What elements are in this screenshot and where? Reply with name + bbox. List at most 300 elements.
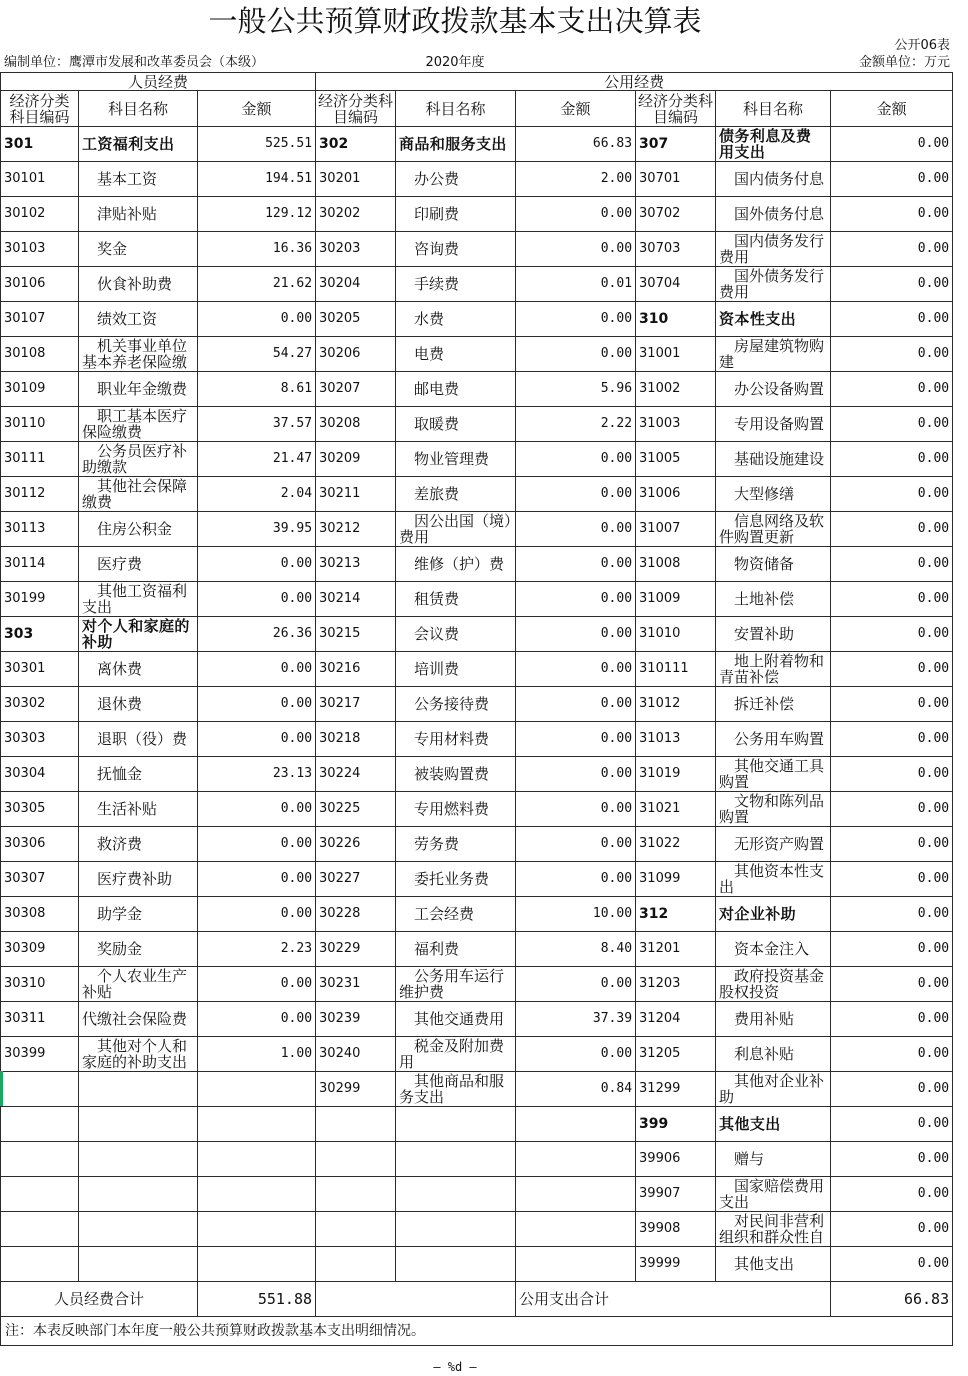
econ-code-cell: 30110 (1, 407, 79, 442)
table-row (1, 1212, 953, 1247)
subject-name-cell (716, 547, 831, 582)
amount-cell: 0.00 (831, 827, 953, 862)
column-header-amount: 金额 (198, 91, 316, 127)
table-row (1, 652, 953, 687)
subject-name-cell (396, 1177, 516, 1212)
subject-name-cell (79, 1247, 198, 1282)
amount-cell: 0.00 (831, 1142, 953, 1177)
amount-cell: 0.00 (516, 1037, 636, 1072)
subject-name-cell (396, 862, 516, 897)
subject-name: 公务用车运行维护费 (399, 968, 505, 1000)
amount-cell: 0.00 (516, 337, 636, 372)
econ-code-cell: 30228 (316, 897, 396, 932)
subject-name: 国内债务付息 (734, 171, 825, 187)
subject-name: 其他交通工具购置 (719, 758, 825, 790)
table-row (1, 897, 953, 932)
subject-name-cell (79, 722, 198, 757)
subject-name-cell (79, 967, 198, 1002)
table-row (1, 757, 953, 792)
econ-code-cell: 30113 (1, 512, 79, 547)
amount-cell: 0.00 (831, 1177, 953, 1212)
econ-code-cell: 31001 (636, 337, 716, 372)
econ-code-cell: 30704 (636, 267, 716, 302)
econ-code-cell: 30208 (316, 407, 396, 442)
subject-name-cell (396, 1247, 516, 1282)
econ-code-cell: 31204 (636, 1002, 716, 1037)
subject-name: 培训费 (414, 661, 460, 677)
subject-name-cell (716, 687, 831, 722)
subject-name: 救济费 (97, 836, 143, 852)
amount-cell: 0.00 (516, 792, 636, 827)
amount-cell: 0.00 (516, 757, 636, 792)
econ-code-cell: 30216 (316, 652, 396, 687)
subject-name-cell (79, 1142, 198, 1177)
subject-name: 资本性支出 (719, 311, 797, 327)
amount-cell: 0.00 (831, 232, 953, 267)
subject-name: 奖金 (97, 241, 128, 257)
table-row (1, 127, 953, 162)
econ-code-cell: 31299 (636, 1072, 716, 1107)
subject-name: 拆迁补偿 (734, 696, 795, 712)
table-row (1, 1072, 953, 1107)
amount-cell: 2.23 (198, 932, 316, 967)
econ-code-cell (316, 1107, 396, 1142)
table-row (1, 1002, 953, 1037)
subject-name: 其他工资福利支出 (82, 583, 188, 615)
subject-name: 取暖费 (414, 416, 460, 432)
amount-cell: 0.00 (516, 302, 636, 337)
subject-name-cell (716, 1177, 831, 1212)
subject-name-cell (396, 477, 516, 512)
econ-code-cell: 30302 (1, 687, 79, 722)
econ-code-cell: 30399 (1, 1037, 79, 1072)
subject-name-cell (79, 372, 198, 407)
subject-name-cell (716, 1107, 831, 1142)
subject-name: 政府投资基金股权投资 (719, 968, 825, 1000)
amount-cell: 0.00 (516, 862, 636, 897)
subject-name-cell (716, 582, 831, 617)
amount-cell: 10.00 (516, 897, 636, 932)
table-row (1, 1177, 953, 1212)
subject-name-cell (396, 722, 516, 757)
subject-name-cell (716, 862, 831, 897)
econ-code-cell: 30213 (316, 547, 396, 582)
subject-name-cell (716, 1247, 831, 1282)
subject-name-cell (79, 862, 198, 897)
econ-code-cell (1, 1142, 79, 1177)
subject-name-cell (79, 1107, 198, 1142)
subject-name: 工会经费 (414, 906, 475, 922)
amount-cell (516, 1142, 636, 1177)
amount-cell: 0.00 (831, 792, 953, 827)
econ-code-cell: 301 (1, 127, 79, 162)
subject-name: 基本工资 (97, 171, 158, 187)
subject-name-cell (79, 442, 198, 477)
econ-code-cell: 399 (636, 1107, 716, 1142)
econ-code-cell: 30102 (1, 197, 79, 232)
totals-row (1, 1282, 953, 1317)
subject-name-cell (396, 267, 516, 302)
subject-name: 对民间非营利组织和群众性自 (719, 1213, 825, 1245)
amount-cell: 0.00 (831, 757, 953, 792)
amount-cell (198, 1177, 316, 1212)
subject-name-cell (716, 267, 831, 302)
subject-name-cell (716, 967, 831, 1002)
econ-code-cell: 30303 (1, 722, 79, 757)
econ-code-cell: 31005 (636, 442, 716, 477)
subject-name-cell (79, 267, 198, 302)
subject-name-cell (396, 1142, 516, 1177)
amount-cell (198, 1072, 316, 1107)
econ-code-cell: 31201 (636, 932, 716, 967)
amount-cell: 1.00 (198, 1037, 316, 1072)
amount-cell: 0.00 (198, 897, 316, 932)
amount-cell: 0.00 (831, 1107, 953, 1142)
econ-code-cell: 30199 (1, 582, 79, 617)
subject-name-cell (79, 302, 198, 337)
amount-cell: 0.00 (831, 687, 953, 722)
subject-name-cell (79, 547, 198, 582)
econ-code-cell: 31002 (636, 372, 716, 407)
subject-name: 公务员医疗补助缴款 (82, 443, 188, 475)
econ-code-cell: 31006 (636, 477, 716, 512)
column-header-name: 科目名称 (716, 91, 831, 127)
subject-name: 其他资本性支出 (719, 863, 825, 895)
econ-code-cell: 310111 (636, 652, 716, 687)
econ-code-cell: 30207 (316, 372, 396, 407)
amount-cell: 0.00 (831, 617, 953, 652)
econ-code-cell: 30109 (1, 372, 79, 407)
subject-name-cell (79, 617, 198, 652)
fiscal-year: 2020年度 (425, 55, 485, 70)
amount-cell: 0.00 (831, 897, 953, 932)
subject-name-cell (396, 932, 516, 967)
subject-name: 其他支出 (734, 1256, 795, 1272)
econ-code-cell: 30309 (1, 932, 79, 967)
subject-name-cell (396, 442, 516, 477)
subject-name-cell (79, 1002, 198, 1037)
amount-cell: 0.00 (516, 652, 636, 687)
subject-name-cell (79, 477, 198, 512)
subject-name: 无形资产购置 (734, 836, 825, 852)
subject-name-cell (79, 162, 198, 197)
subject-name-cell (396, 127, 516, 162)
econ-code-cell: 303 (1, 617, 79, 652)
subject-name-cell (79, 1072, 198, 1107)
subject-name-cell (716, 792, 831, 827)
subject-name-cell (716, 617, 831, 652)
table-row (1, 512, 953, 547)
table-row (1, 1142, 953, 1177)
subject-name: 利息补贴 (734, 1046, 795, 1062)
subject-name: 机关事业单位基本养老保险缴 (82, 338, 188, 370)
subject-name: 奖励金 (97, 941, 143, 957)
subject-name: 公务用车购置 (734, 731, 825, 747)
column-header-code: 经济分类科目编码 (1, 91, 79, 127)
econ-code-cell: 31009 (636, 582, 716, 617)
subject-name-cell (716, 827, 831, 862)
econ-code-cell: 31099 (636, 862, 716, 897)
econ-code-cell: 30224 (316, 757, 396, 792)
econ-code-cell: 30301 (1, 652, 79, 687)
subject-name: 职工基本医疗保险缴费 (82, 408, 188, 440)
amount-cell: 0.00 (198, 302, 316, 337)
subject-name-cell (396, 967, 516, 1002)
subject-name-cell (396, 1107, 516, 1142)
subject-name: 商品和服务支出 (399, 136, 507, 152)
subject-name-cell (79, 897, 198, 932)
subject-name: 赠与 (734, 1151, 765, 1167)
subject-name: 助学金 (97, 906, 143, 922)
amount-cell: 0.00 (831, 722, 953, 757)
econ-code-cell: 30204 (316, 267, 396, 302)
table-row (1, 302, 953, 337)
amount-cell: 0.00 (198, 582, 316, 617)
subject-name-cell (716, 1072, 831, 1107)
subject-name-cell (396, 302, 516, 337)
subject-name-cell (716, 1212, 831, 1247)
amount-cell: 0.01 (516, 267, 636, 302)
econ-code-cell: 30205 (316, 302, 396, 337)
table-row (1, 197, 953, 232)
subject-name-cell (396, 1037, 516, 1072)
econ-code-cell: 30111 (1, 442, 79, 477)
subject-name: 咨询费 (414, 241, 460, 257)
subject-name: 国内债务发行费用 (719, 233, 825, 265)
subject-name-cell (79, 757, 198, 792)
subject-name: 电费 (414, 346, 445, 362)
amount-cell: 0.00 (831, 1037, 953, 1072)
subject-name: 房屋建筑物购建 (719, 338, 825, 370)
econ-code-cell: 30209 (316, 442, 396, 477)
personnel-total-label: 人员经费合计 (1, 1282, 198, 1317)
amount-cell: 0.00 (831, 512, 953, 547)
amount-cell: 0.00 (831, 932, 953, 967)
amount-cell: 0.00 (516, 197, 636, 232)
subject-name-cell (79, 652, 198, 687)
econ-code-cell: 30304 (1, 757, 79, 792)
econ-code-cell (1, 1072, 79, 1107)
econ-code-cell: 30217 (316, 687, 396, 722)
amount-cell: 0.00 (516, 232, 636, 267)
amount-cell: 0.00 (831, 372, 953, 407)
table-row (1, 547, 953, 582)
amount-cell: 0.00 (831, 1247, 953, 1282)
table-row (1, 582, 953, 617)
group-header-public: 公用经费 (316, 73, 953, 91)
amount-cell: 16.36 (198, 232, 316, 267)
econ-code-cell: 30240 (316, 1037, 396, 1072)
amount-cell: 23.13 (198, 757, 316, 792)
subject-name: 抚恤金 (97, 766, 143, 782)
subject-name: 职业年金缴费 (97, 381, 188, 397)
econ-code-cell: 30308 (1, 897, 79, 932)
econ-code-cell: 31205 (636, 1037, 716, 1072)
subject-name: 会议费 (414, 626, 460, 642)
amount-cell: 0.00 (198, 967, 316, 1002)
amount-cell: 0.00 (198, 652, 316, 687)
subject-name: 委托业务费 (414, 871, 490, 887)
group-header-personnel: 人员经费 (1, 73, 316, 91)
subject-name: 被装购置费 (414, 766, 490, 782)
econ-code-cell (1, 1107, 79, 1142)
subject-name-cell (716, 372, 831, 407)
amount-cell: 54.27 (198, 337, 316, 372)
amount-cell: 129.12 (198, 197, 316, 232)
econ-code-cell: 31203 (636, 967, 716, 1002)
subject-name: 津贴补贴 (97, 206, 158, 222)
econ-code-cell: 31003 (636, 407, 716, 442)
amount-cell: 0.00 (198, 547, 316, 582)
econ-code-cell: 312 (636, 897, 716, 932)
table-row (1, 372, 953, 407)
econ-code-cell: 30307 (1, 862, 79, 897)
table-row (1, 687, 953, 722)
amount-cell: 0.00 (831, 337, 953, 372)
econ-code-cell: 39908 (636, 1212, 716, 1247)
econ-code-cell (1, 1247, 79, 1282)
subject-name-cell (396, 827, 516, 862)
subject-name-cell (716, 302, 831, 337)
subject-name-cell (716, 897, 831, 932)
subject-name-cell (396, 337, 516, 372)
amount-cell (516, 1247, 636, 1282)
amount-cell: 2.00 (516, 162, 636, 197)
subject-name: 其他对个人和家庭的补助支出 (82, 1038, 188, 1070)
subject-name: 离休费 (97, 661, 143, 677)
amount-cell: 2.22 (516, 407, 636, 442)
amount-cell: 0.00 (198, 722, 316, 757)
subject-name: 地上附着物和青苗补偿 (719, 653, 825, 685)
amount-cell: 0.00 (198, 1002, 316, 1037)
amount-cell: 37.39 (516, 1002, 636, 1037)
econ-code-cell: 30106 (1, 267, 79, 302)
subject-name-cell (716, 512, 831, 547)
econ-code-cell: 30203 (316, 232, 396, 267)
subject-name: 资本金注入 (734, 941, 810, 957)
econ-code-cell: 39999 (636, 1247, 716, 1282)
econ-code-cell: 30231 (316, 967, 396, 1002)
subject-name-cell (396, 652, 516, 687)
table-row (1, 407, 953, 442)
column-header-code: 经济分类科目编码 (636, 91, 716, 127)
amount-cell: 66.83 (516, 127, 636, 162)
amount-cell: 0.00 (516, 687, 636, 722)
subject-name: 差旅费 (414, 486, 460, 502)
subject-name: 水费 (414, 311, 445, 327)
econ-code-cell: 30225 (316, 792, 396, 827)
amount-cell: 0.00 (831, 197, 953, 232)
econ-code-cell: 30218 (316, 722, 396, 757)
subject-name: 文物和陈列品购置 (719, 793, 825, 825)
econ-code-cell (1, 1212, 79, 1247)
econ-code-cell (316, 1247, 396, 1282)
amount-cell: 0.00 (831, 1002, 953, 1037)
econ-code-cell: 30103 (1, 232, 79, 267)
econ-code-cell: 30214 (316, 582, 396, 617)
subject-name: 物业管理费 (414, 451, 490, 467)
amount-cell: 0.00 (831, 582, 953, 617)
subject-name: 信息网络及软件购置更新 (719, 513, 825, 545)
subject-name-cell (79, 582, 198, 617)
subject-name-cell (396, 197, 516, 232)
subject-name-cell (716, 337, 831, 372)
subject-name: 物资储备 (734, 556, 795, 572)
subject-name: 国家赔偿费用支出 (719, 1178, 825, 1210)
amount-cell: 0.00 (831, 162, 953, 197)
econ-code-cell: 30112 (1, 477, 79, 512)
econ-code-cell: 30305 (1, 792, 79, 827)
amount-cell: 0.00 (516, 477, 636, 512)
econ-code-cell (1, 1177, 79, 1212)
econ-code-cell: 30701 (636, 162, 716, 197)
amount-cell: 0.00 (831, 442, 953, 477)
econ-code-cell: 31010 (636, 617, 716, 652)
amount-cell: 0.00 (516, 442, 636, 477)
econ-code-cell: 31021 (636, 792, 716, 827)
subject-name-cell (396, 687, 516, 722)
subject-name: 邮电费 (414, 381, 460, 397)
econ-code-cell: 30108 (1, 337, 79, 372)
amount-cell: 0.00 (831, 547, 953, 582)
subject-name-cell (79, 337, 198, 372)
amount-cell: 0.00 (198, 687, 316, 722)
amount-cell: 0.00 (831, 967, 953, 1002)
subject-name-cell (396, 372, 516, 407)
subject-name: 其他交通费用 (414, 1011, 505, 1027)
subject-name-cell (79, 1037, 198, 1072)
amount-cell: 37.57 (198, 407, 316, 442)
econ-code-cell: 30206 (316, 337, 396, 372)
subject-name: 对企业补助 (719, 906, 797, 922)
subject-name: 租赁费 (414, 591, 460, 607)
subject-name-cell (396, 547, 516, 582)
amount-cell: 39.95 (198, 512, 316, 547)
subject-name-cell (396, 1212, 516, 1247)
table-row (1, 337, 953, 372)
econ-code-cell: 310 (636, 302, 716, 337)
table-row (1, 967, 953, 1002)
subject-name-cell (716, 932, 831, 967)
subject-name-cell (79, 127, 198, 162)
amount-cell: 0.00 (516, 827, 636, 862)
subject-name: 伙食补助费 (97, 276, 173, 292)
subject-name-cell (716, 407, 831, 442)
subject-name: 福利费 (414, 941, 460, 957)
subject-name-cell (716, 757, 831, 792)
amount-cell: 0.00 (198, 792, 316, 827)
subject-name: 安置补助 (734, 626, 795, 642)
subject-name-cell (79, 932, 198, 967)
subject-name: 因公出国（境）费用 (399, 513, 512, 545)
subject-name-cell (396, 617, 516, 652)
amount-cell: 0.00 (198, 827, 316, 862)
expenditure-table (0, 72, 953, 1346)
amount-cell: 0.00 (516, 512, 636, 547)
table-row (1, 862, 953, 897)
subject-name: 手续费 (414, 276, 460, 292)
econ-code-cell: 302 (316, 127, 396, 162)
report-title: 一般公共预算财政拨款基本支出决算表 (208, 4, 702, 38)
subject-name-cell (716, 652, 831, 687)
subject-name-cell (396, 512, 516, 547)
econ-code-cell: 30226 (316, 827, 396, 862)
econ-code-cell: 30114 (1, 547, 79, 582)
amount-cell: 0.00 (831, 1072, 953, 1107)
econ-code-cell: 30310 (1, 967, 79, 1002)
table-row (1, 162, 953, 197)
subject-name: 土地补偿 (734, 591, 795, 607)
